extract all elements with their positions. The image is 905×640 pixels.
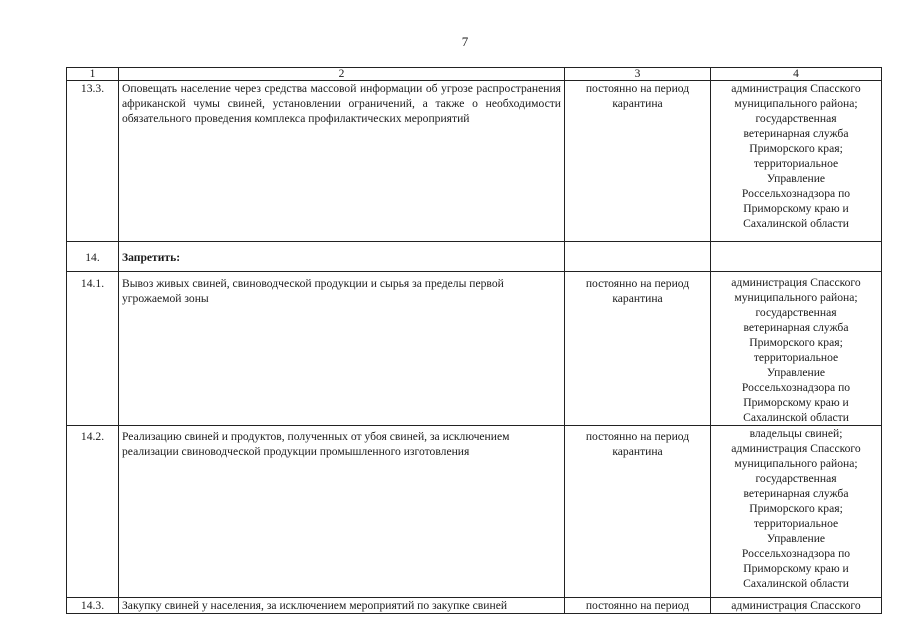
responsible-line: Сахалинской области	[743, 577, 849, 590]
row-responsible	[711, 242, 882, 272]
row-description: Закупку свиней у населения, за исключением мероприятий по закупке свиней	[119, 598, 565, 614]
table-header-row	[67, 68, 882, 81]
row-description: Оповещать население через средства массовой информации об угрозе распространения африканской чумы свиней, установлении ограничений, а также о необходимости обязательного проведения комплекса профилактических мероприятий	[119, 81, 565, 242]
row-number: 14.3.	[67, 598, 119, 614]
row-number: 14.2.	[67, 426, 119, 598]
responsible-line: Управление	[766, 172, 826, 185]
responsible-line: Россельхознадзора по	[741, 381, 851, 394]
row-responsible	[711, 81, 882, 242]
responsible-line: Приморскому краю и	[743, 202, 849, 215]
row-responsible	[711, 598, 882, 614]
responsible-line: Приморскому краю и	[743, 562, 849, 575]
responsible-line: территориальное	[753, 157, 839, 170]
header-cell: 4	[711, 68, 882, 81]
responsible-line: территориальное	[753, 351, 839, 364]
header-cell: 3	[565, 68, 711, 81]
responsible-line: Россельхознадзора по	[741, 547, 851, 560]
responsible-line: Управление	[766, 532, 826, 545]
responsible-line: ветеринарная служба	[743, 127, 849, 140]
page-number: 7	[461, 34, 469, 49]
table-row	[67, 426, 882, 598]
responsible-line: Приморского края;	[749, 502, 843, 515]
row-number: 14.1.	[67, 272, 119, 426]
responsible-line: Сахалинской области	[743, 217, 849, 230]
row-number: 14.	[67, 242, 119, 272]
responsible-line: муниципального района;	[734, 291, 858, 304]
responsible-line: администрация Спасского	[731, 599, 861, 612]
responsible-line: Россельхознадзора по	[741, 187, 851, 200]
responsible-line: территориальное	[753, 517, 839, 530]
row-description: Запретить:	[119, 242, 565, 272]
table-row	[67, 598, 882, 614]
row-term: постоянно на период	[565, 598, 711, 614]
responsible-line: Приморскому краю и	[743, 396, 849, 409]
row-term: постоянно на период карантина	[565, 426, 711, 598]
row-number: 13.3.	[67, 81, 119, 242]
responsible-line: администрация Спасского	[731, 276, 861, 289]
row-responsible	[711, 426, 882, 598]
header-cell: 2	[119, 68, 565, 81]
responsible-line: государственная	[755, 306, 837, 319]
responsible-line: ветеринарная служба	[743, 321, 849, 334]
responsible-line: администрация Спасского	[731, 82, 861, 95]
table-row	[67, 272, 882, 426]
responsible-line: Управление	[766, 366, 826, 379]
responsible-line: Приморского края;	[749, 336, 843, 349]
row-description: Реализацию свиней и продуктов, полученных от убоя свиней, за исключением реализации свиноводческой продукции промышленного изготовления	[119, 426, 565, 598]
row-term: постоянно на период карантина	[565, 272, 711, 426]
responsible-line: Сахалинской области	[743, 411, 849, 424]
responsible-line: ветеринарная служба	[743, 487, 849, 500]
responsible-line: государственная	[755, 472, 837, 485]
responsible-line: государственная	[755, 112, 837, 125]
responsible-line: муниципального района;	[734, 97, 858, 110]
table-row	[67, 81, 882, 242]
responsible-line: администрация Спасского	[731, 442, 861, 455]
responsible-line: муниципального района;	[734, 457, 858, 470]
row-term: постоянно на период карантина	[565, 81, 711, 242]
measures-table	[66, 67, 882, 614]
responsible-line: Приморского края;	[749, 142, 843, 155]
responsible-line: владельцы свиней;	[749, 427, 843, 440]
table-row	[67, 242, 882, 272]
row-responsible	[711, 272, 882, 426]
row-description: Вывоз живых свиней, свиноводческой продукции и сырья за пределы первой угрожаемой зоны	[119, 272, 565, 426]
header-cell: 1	[67, 68, 119, 81]
row-term	[565, 242, 711, 272]
